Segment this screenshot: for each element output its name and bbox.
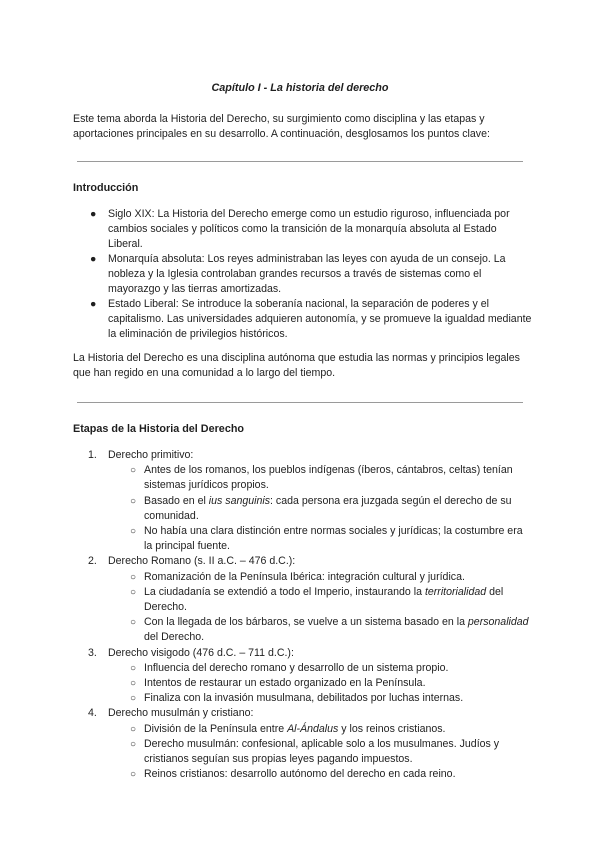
sub-list <box>108 722 533 783</box>
stage-label: Derecho musulmán y cristiano: <box>108 707 254 720</box>
sub-list-item: ○ División de la Península entre Al-Ándalus y los reinos cristianos. <box>108 722 533 737</box>
closing-paragraph: La Historia del Derecho es una disciplina autónoma que estudia las normas y principios legales que han regido en una comunidad a lo largo del tiempo. <box>73 352 520 379</box>
stage-label: Derecho visigodo (476 d.C. – 711 d.C.): <box>108 646 294 659</box>
sub-list-item: ○ Finaliza con la invasión musulmana, debilitados por luchas internas. <box>108 691 533 706</box>
list-item: ● Monarquía absoluta: Los reyes administraban las leyes con ayuda de un consejo. La nobleza y la Iglesia controlaban grandes recursos a través de sistemas como el mayorazgo y las tierras amortizadas. <box>90 253 506 295</box>
horizontal-divider <box>77 161 523 162</box>
circle-bullet-icon: ○ <box>130 465 137 477</box>
sub-list <box>108 570 533 646</box>
circle-bullet-icon: ○ <box>130 526 137 538</box>
sub-list-item: ○ Con la llegada de los bárbaros, se vuelve a un sistema basado en la personalidad del Derecho. <box>130 616 529 644</box>
sub-list-item: ○ Antes de los romanos, los pueblos indígenas (íberos, cántabros, celtas) tenían sistemas jurídicos propios. <box>130 464 513 492</box>
list-number: 3. <box>88 646 97 659</box>
circle-bullet-icon: ○ <box>130 586 137 598</box>
circle-bullet-icon: ○ <box>130 693 137 705</box>
list-item <box>73 706 533 782</box>
stage-label: Derecho primitivo: <box>108 449 194 461</box>
sub-list-item: ○ Basado en el ius sanguinis: cada persona era juzgada según el derecho de su comunidad. <box>130 494 512 522</box>
sub-list-item: ○ Influencia del derecho romano y desarrollo de un sistema propio. <box>108 661 533 676</box>
sub-list <box>108 463 533 554</box>
intro-paragraph: Este tema aborda la Historia del Derecho, su surgimiento como disciplina y las etapas y aportaciones principales en su desarrollo. A continuación, desglosamos los puntos clave: <box>73 113 490 140</box>
sub-list <box>108 661 533 707</box>
intro-bullet-list <box>73 207 533 342</box>
circle-bullet-icon: ○ <box>130 738 137 750</box>
circle-bullet-icon: ○ <box>130 662 137 674</box>
sub-list-item: ○ Intentos de restaurar un estado organizado en la Península. <box>108 676 533 691</box>
horizontal-divider <box>77 402 523 403</box>
circle-bullet-icon: ○ <box>130 769 137 781</box>
circle-bullet-icon: ○ <box>130 495 137 507</box>
sub-list-item: ○ Romanización de la Península Ibérica: integración cultural y jurídica. <box>108 570 533 585</box>
list-number: 4. <box>88 707 97 720</box>
stages-numbered-list <box>73 448 533 782</box>
list-item <box>73 554 533 645</box>
stage-label: Derecho Romano (s. II a.C. – 476 d.C.): <box>108 555 296 568</box>
sub-list-item: ○ No había una clara distinción entre normas sociales y jurídicas; la costumbre era la principal fuente. <box>130 525 523 553</box>
sub-list-item: ○ La ciudadanía se extendió a todo el Imperio, instaurando la territorialidad del Derecho. <box>130 585 504 614</box>
page-title: Capítulo I - La historia del derecho <box>211 82 389 94</box>
list-number: 1. <box>88 449 97 461</box>
circle-bullet-icon: ○ <box>130 723 137 735</box>
circle-bullet-icon: ○ <box>130 678 137 690</box>
section-heading-introduccion: Introducción <box>73 182 139 194</box>
list-number: 2. <box>88 555 97 568</box>
bullet-icon: ● <box>90 208 97 220</box>
list-item: ● Siglo XIX: La Historia del Derecho emerge como un estudio riguroso, influenciada por cambios sociales y políticos como la transición de la monarquía absoluta al Estado Liberal. <box>90 208 510 250</box>
bullet-icon: ● <box>90 298 97 310</box>
sub-list-item: ○ Reinos cristianos: desarrollo autónomo del derecho en cada reino. <box>108 767 533 782</box>
circle-bullet-icon: ○ <box>130 617 137 629</box>
list-item <box>73 448 533 554</box>
circle-bullet-icon: ○ <box>130 571 137 583</box>
list-item: ● Estado Liberal: Se introduce la soberanía nacional, la separación de poderes y el capitalismo. Las universidades adquieren autonomía, y se promueve la igualdad mediante la eliminación de privilegios históricos. <box>90 298 532 340</box>
list-item <box>73 646 533 707</box>
sub-list-item: ○ Derecho musulmán: confesional, aplicable solo a los musulmanes. Judíos y cristianos seguían sus propias leyes pagando impuestos. <box>130 737 500 766</box>
section-heading-etapas: Etapas de la Historia del Derecho <box>73 423 245 435</box>
bullet-icon: ● <box>90 253 97 265</box>
